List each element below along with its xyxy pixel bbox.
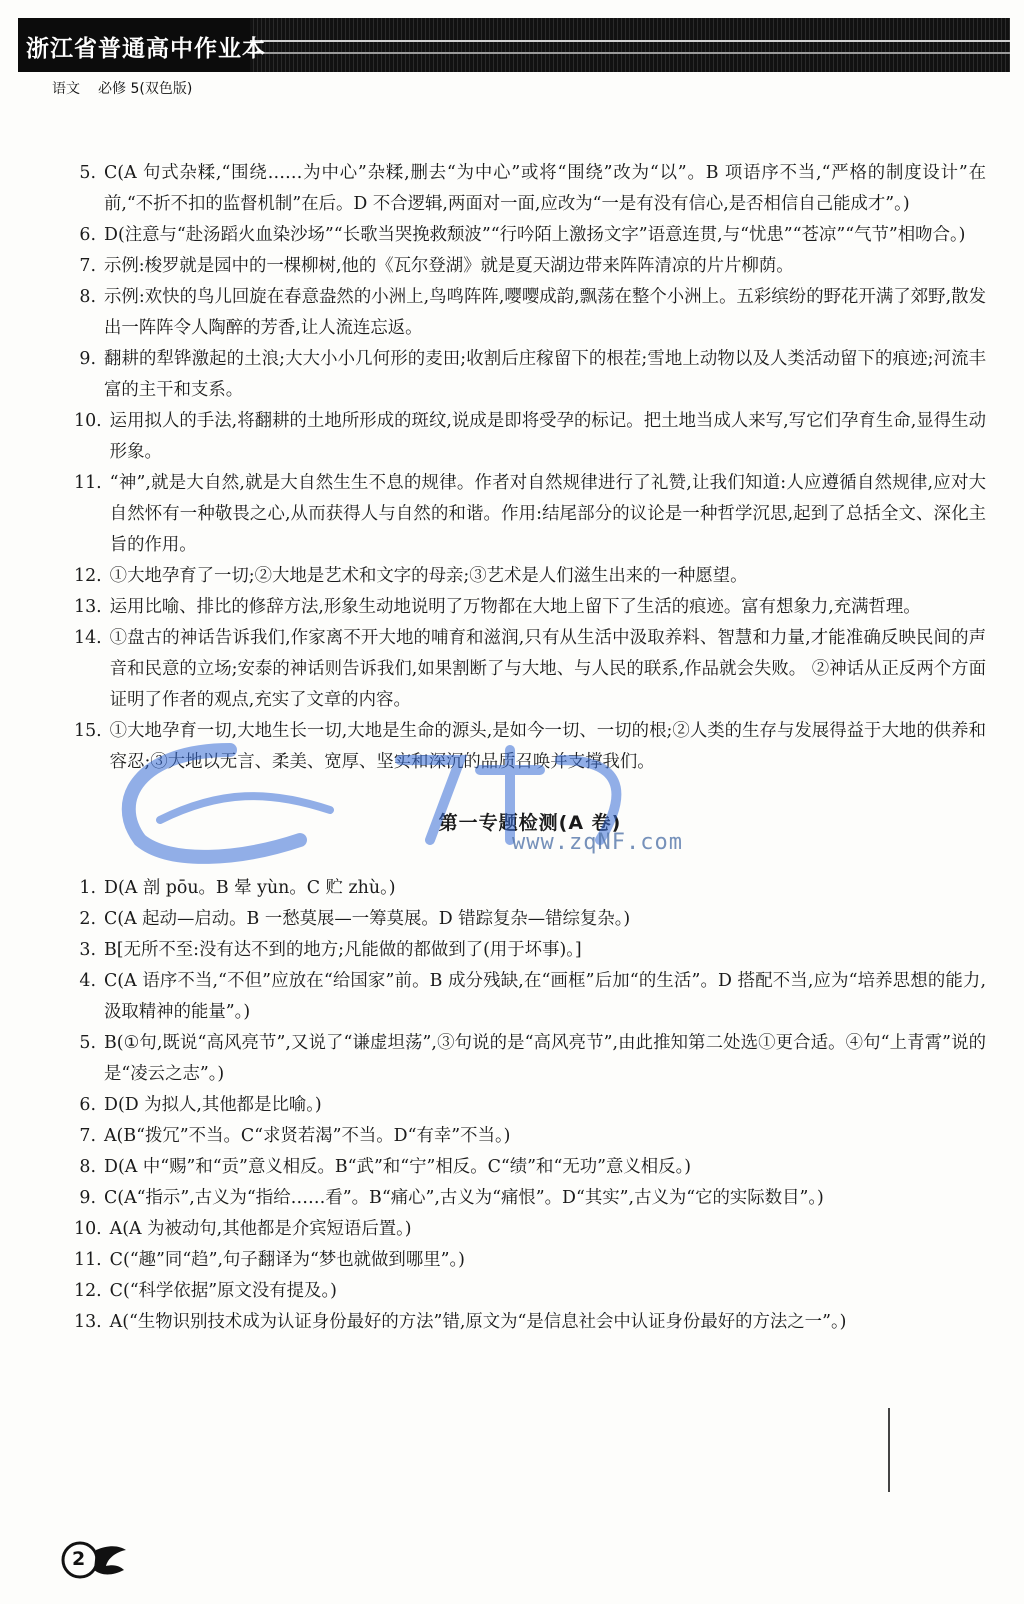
answer-number: 5. bbox=[79, 163, 96, 183]
answer-number: 9. bbox=[79, 349, 96, 369]
answer-text: C(A 句式杂糅,“围绕……为中心”杂糅,删去“为中心”或将“围绕”改为“以”。B 项语序不当,“严格的制度设计”在前,“不折不扣的监督机制”在后。D 不合逻辑,两面对一面,应改为“一是有没有信心,是否相信自己能成才”。) bbox=[104, 163, 986, 214]
answer-text: C(“趣”同“趋”,句子翻译为“梦也就做到哪里”。) bbox=[109, 1250, 465, 1270]
answer-content bbox=[74, 158, 986, 1338]
answer-number: 12. bbox=[74, 566, 102, 586]
answer-text: 运用拟人的手法,将翻耕的土地所形成的斑纹,说成是即将受孕的标记。把土地当成人来写,写它们孕育生命,显得生动形象。 bbox=[109, 411, 986, 462]
answer-number: 10. bbox=[74, 1219, 102, 1239]
answer-text: A(B“拨冗”不当。C“求贤若渴”不当。D“有幸”不当。) bbox=[104, 1126, 511, 1146]
answer-item bbox=[74, 1152, 986, 1183]
answer-item bbox=[74, 873, 986, 904]
book-title: 浙江省普通高中作业本 bbox=[26, 36, 266, 62]
answer-text: B[无所不至:没有达不到的地方;凡能做的都做到了(用于坏事)。] bbox=[104, 940, 582, 960]
answer-number: 14. bbox=[74, 628, 102, 648]
answer-number: 7. bbox=[79, 1126, 96, 1146]
answer-number: 8. bbox=[79, 287, 96, 307]
watermark-url: www.zqNF.com bbox=[512, 830, 683, 855]
answer-text: 示例:欢快的鸟儿回旋在春意盎然的小洲上,鸟鸣阵阵,嘤嘤成韵,飘荡在整个小洲上。五彩缤纷的野花开满了郊野,散发出一阵阵令人陶醉的芳香,让人流连忘返。 bbox=[104, 287, 986, 338]
page-number: 2 bbox=[72, 1548, 86, 1570]
answer-number: 15. bbox=[74, 721, 102, 741]
answer-number: 9. bbox=[79, 1188, 96, 1208]
answer-text: D(A 剖 pōu。B 晕 yùn。C 贮 zhù。) bbox=[104, 878, 396, 898]
answer-number: 6. bbox=[79, 1095, 96, 1115]
answer-item bbox=[74, 1214, 986, 1245]
page-number-badge-icon bbox=[58, 1536, 128, 1584]
answer-text: D(A 中“赐”和“贡”意义相反。B“武”和“宁”相反。C“绩”和“无功”意义相反。) bbox=[104, 1157, 692, 1177]
answer-number: 4. bbox=[79, 971, 96, 991]
answer-text: A(“生物识别技术成为认证身份最好的方法”错,原文为“是信息社会中认证身份最好的方法之一”。) bbox=[109, 1312, 847, 1332]
answer-text: ①大地孕育了一切;②大地是艺术和文字的母亲;③艺术是人们滋生出来的一种愿望。 bbox=[109, 566, 748, 586]
answer-text: ①大地孕育一切,大地生长一切,大地是生命的源头,是如今一切、一切的根;②人类的生存与发展得益于大地的供养和容忍;③大地以无言、柔美、宽厚、坚实和深沉的品质召唤并支撑我们。 bbox=[109, 721, 986, 772]
answer-text: C(A 起动—启动。B 一愁莫展—一筹莫展。D 错踪复杂—错综复杂。) bbox=[104, 909, 631, 929]
answer-text: B(①句,既说“高风亮节”,又说了“谦虚坦荡”,③句说的是“高风亮节”,由此推知第二处选①更合适。④句“上青霄”说的是“凌云之志”。) bbox=[104, 1033, 986, 1084]
answer-text: D(注意与“赴汤蹈火血染沙场”“长歌当哭挽救颓波”“行吟陌上激扬文字”语意连贯,与“忧患”“苍凉”“气节”相吻合。) bbox=[104, 225, 966, 245]
answer-text: C(“科学依据”原文没有提及。) bbox=[109, 1281, 337, 1301]
answer-item bbox=[74, 220, 986, 251]
answer-text: A(A 为被动句,其他都是介宾短语后置。) bbox=[109, 1219, 412, 1239]
answer-item bbox=[74, 406, 986, 468]
section-title: 第一专题检测(A 卷) bbox=[438, 812, 622, 834]
book-subtitle bbox=[52, 78, 210, 98]
answer-number: 8. bbox=[79, 1157, 96, 1177]
subject-label: 语文 bbox=[52, 81, 80, 97]
answer-item bbox=[74, 716, 986, 778]
answer-item bbox=[74, 344, 986, 406]
answers-part-1 bbox=[74, 158, 986, 778]
answer-number: 13. bbox=[74, 1312, 102, 1332]
answer-number: 13. bbox=[74, 597, 102, 617]
volume-label: 必修 5(双色版) bbox=[98, 81, 193, 97]
answer-text: 翻耕的犁铧激起的土浪;大大小小几何形的麦田;收割后庄稼留下的根茬;雪地上动物以及人类活动留下的痕迹;河流丰富的主干和支系。 bbox=[104, 349, 986, 400]
answer-item bbox=[74, 158, 986, 220]
answer-number: 7. bbox=[79, 256, 96, 276]
answer-text: 运用比喻、排比的修辞方法,形象生动地说明了万物都在大地上留下了生活的痕迹。富有想象力,充满哲理。 bbox=[109, 597, 921, 617]
answer-text: D(D 为拟人,其他都是比喻。) bbox=[104, 1095, 322, 1115]
answer-number: 3. bbox=[79, 940, 96, 960]
answer-item bbox=[74, 1307, 986, 1338]
answer-number: 1. bbox=[79, 878, 96, 898]
answer-text: C(A 语序不当,“不但”应放在“给国家”前。B 成分残缺,在“画框”后加“的生活”。D 搭配不当,应为“培养思想的能力,汲取精神的能量”。) bbox=[104, 971, 986, 1022]
answers-part-2 bbox=[74, 873, 986, 1338]
answer-item bbox=[74, 1183, 986, 1214]
answer-text: “神”,就是大自然,就是大自然生生不息的规律。作者对自然规律进行了礼赞,让我们知道:人应遵循自然规律,应对大自然怀有一种敬畏之心,从而获得人与自然的和谐。作用:结尾部分的议论是一种哲学沉思,起到了总括全文、深化主旨的作用。 bbox=[109, 473, 986, 555]
answer-number: 10. bbox=[74, 411, 102, 431]
header-rule bbox=[250, 40, 1010, 54]
answer-item bbox=[74, 282, 986, 344]
answer-item bbox=[74, 935, 986, 966]
answer-number: 6. bbox=[79, 225, 96, 245]
answer-item bbox=[74, 1090, 986, 1121]
answer-item bbox=[74, 623, 986, 716]
answer-number: 2. bbox=[79, 909, 96, 929]
answer-text: 示例:梭罗就是园中的一棵柳树,他的《瓦尔登湖》就是夏天湖边带来阵阵清凉的片片柳荫。 bbox=[104, 256, 794, 276]
answer-item bbox=[74, 1121, 986, 1152]
answer-text: C(A“指示”,古义为“指给……看”。B“痛心”,古义为“痛恨”。D“其实”,古义为“它的实际数目”。) bbox=[104, 1188, 824, 1208]
answer-item bbox=[74, 468, 986, 561]
answer-item bbox=[74, 251, 986, 282]
answer-item bbox=[74, 561, 986, 592]
answer-number: 11. bbox=[74, 473, 102, 493]
answer-item bbox=[74, 592, 986, 623]
answer-text: ①盘古的神话告诉我们,作家离不开大地的哺育和滋润,只有从生活中汲取养料、智慧和力量,才能准确反映民间的声音和民意的立场;安泰的神话则告诉我们,如果割断了与大地、与人民的联系,作品就会失败。 ②神话从正反两个方面证明了作者的观点,充实了文章的内容。 bbox=[109, 628, 986, 710]
answer-number: 11. bbox=[74, 1250, 102, 1270]
answer-item bbox=[74, 904, 986, 935]
answer-number: 5. bbox=[79, 1033, 96, 1053]
answer-item bbox=[74, 1245, 986, 1276]
answer-item bbox=[74, 1276, 986, 1307]
answer-number: 12. bbox=[74, 1281, 102, 1301]
answer-item bbox=[74, 966, 986, 1028]
margin-mark bbox=[888, 1408, 890, 1492]
answer-item bbox=[74, 1028, 986, 1090]
